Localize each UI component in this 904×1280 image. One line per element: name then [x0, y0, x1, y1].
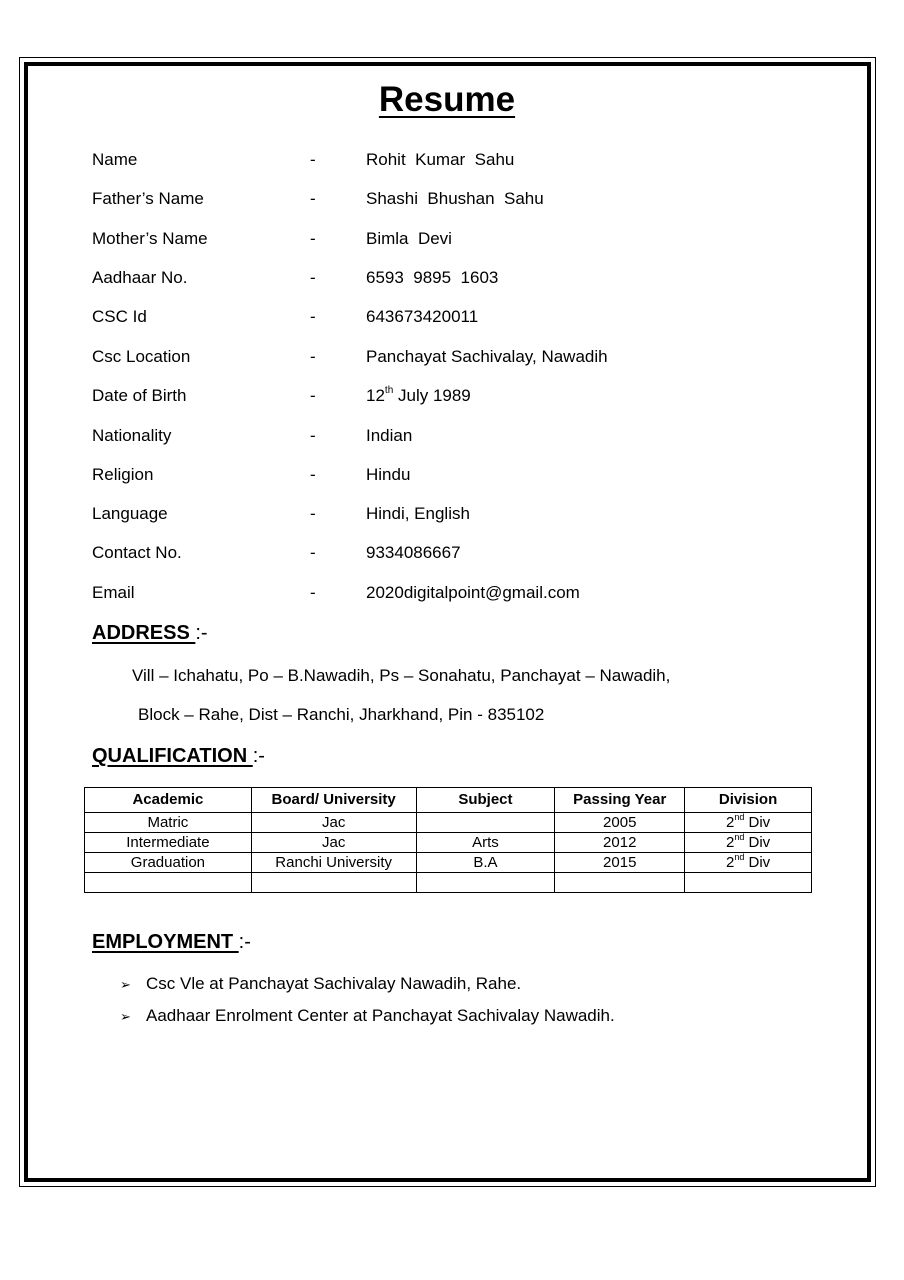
- detail-value: Panchayat Sachivalay, Nawadih: [366, 347, 608, 366]
- detail-row-name: [0, 150, 904, 174]
- division-text: Div: [744, 854, 771, 871]
- detail-value: [366, 386, 471, 406]
- detail-separator: -: [310, 307, 316, 326]
- detail-row-language: [0, 504, 904, 528]
- arrow-bullet-icon: ➢: [120, 977, 131, 992]
- dob-day-suffix: th: [384, 385, 394, 396]
- employment-item-text: Aadhaar Enrolment Center at Panchayat Sachivalay Nawadih.: [146, 1006, 615, 1025]
- detail-label: Nationality: [92, 426, 172, 445]
- detail-row-mother-name: [0, 229, 904, 253]
- cell-empty: [685, 873, 812, 893]
- detail-separator: -: [310, 189, 316, 208]
- detail-label: Father’s Name: [92, 189, 204, 208]
- cell-empty: [416, 873, 555, 893]
- qualification-table: [84, 787, 812, 893]
- detail-row-nationality: [0, 426, 904, 450]
- detail-label: Email: [92, 583, 135, 602]
- detail-row-csc-location: [0, 347, 904, 371]
- table-row-empty: [85, 873, 812, 893]
- detail-separator: -: [310, 426, 316, 445]
- detail-label: Name: [92, 150, 138, 169]
- division-number: 2: [725, 854, 735, 871]
- table-row: [85, 853, 812, 873]
- detail-value: Rohit Kumar Sahu: [366, 150, 515, 169]
- detail-value: 9334086667: [366, 543, 461, 562]
- detail-label: Language: [92, 504, 168, 523]
- cell-board: Ranchi University: [251, 853, 416, 873]
- cell-year: 2012: [555, 833, 685, 853]
- detail-separator: -: [310, 583, 316, 602]
- division-suffix: nd: [734, 832, 745, 842]
- column-header-subject: Subject: [416, 788, 555, 813]
- cell-division: [685, 833, 812, 853]
- column-header-academic: Academic: [85, 788, 252, 813]
- cell-empty: [251, 873, 416, 893]
- detail-label: Religion: [92, 465, 154, 484]
- address-heading-text: ADDRESS: [92, 622, 196, 644]
- division-suffix: nd: [734, 852, 745, 862]
- detail-value: 6593 9895 1603: [366, 268, 499, 287]
- arrow-bullet-icon: ➢: [120, 1009, 131, 1024]
- detail-label: CSC Id: [92, 307, 147, 326]
- employment-item: [120, 974, 521, 994]
- detail-separator: -: [310, 465, 316, 484]
- employment-heading: [92, 931, 251, 954]
- column-header-board: Board/ University: [251, 788, 416, 813]
- detail-separator: -: [310, 347, 316, 366]
- detail-value: Shashi Bhushan Sahu: [366, 189, 544, 208]
- employment-item-text: Csc Vle at Panchayat Sachivalay Nawadih, Rahe.: [146, 974, 522, 993]
- resume-title: Resume: [378, 80, 516, 119]
- division-number: 2: [725, 834, 735, 851]
- detail-label: Aadhaar No.: [92, 268, 188, 287]
- address-line-2: Block – Rahe, Dist – Ranchi, Jharkhand, Pin - 835102: [138, 705, 545, 724]
- cell-subject: Arts: [416, 833, 555, 853]
- cell-empty: [85, 873, 252, 893]
- detail-separator: -: [310, 150, 316, 169]
- detail-separator: -: [310, 268, 316, 287]
- detail-value: Hindu: [366, 465, 411, 484]
- table-header-row: [85, 788, 812, 813]
- table-row: [85, 813, 812, 833]
- division-number: 2: [725, 814, 735, 831]
- detail-row-csc-id: [0, 307, 904, 331]
- detail-row-religion: [0, 465, 904, 489]
- qualification-heading-suffix: :-: [252, 745, 265, 767]
- cell-year: 2015: [555, 853, 685, 873]
- cell-academic: Intermediate: [85, 833, 252, 853]
- qualification-heading: [92, 745, 265, 768]
- cell-division: [685, 813, 812, 833]
- detail-separator: -: [310, 543, 316, 562]
- detail-value: Hindi, English: [366, 504, 470, 523]
- cell-division: [685, 853, 812, 873]
- address-heading: [92, 622, 208, 645]
- column-header-division: Division: [685, 788, 812, 813]
- detail-value: 2020digitalpoint@gmail.com: [366, 583, 580, 602]
- cell-board: Jac: [251, 813, 416, 833]
- detail-value: 643673420011: [366, 307, 479, 326]
- cell-board: Jac: [251, 833, 416, 853]
- detail-label: Csc Location: [92, 347, 191, 366]
- cell-subject: [416, 813, 555, 833]
- dob-month-year: July 1989: [393, 386, 471, 405]
- detail-separator: -: [310, 504, 316, 523]
- detail-value: Bimla Devi: [366, 229, 452, 248]
- cell-academic: Matric: [85, 813, 252, 833]
- detail-label: Contact No.: [92, 543, 182, 562]
- detail-value: Indian: [366, 426, 413, 445]
- detail-row-date-of-birth: [0, 386, 904, 410]
- employment-heading-suffix: :-: [238, 931, 251, 953]
- detail-row-father-name: [0, 189, 904, 213]
- detail-row-aadhaar: [0, 268, 904, 292]
- detail-row-email: [0, 583, 904, 607]
- cell-empty: [555, 873, 685, 893]
- qualification-heading-text: QUALIFICATION: [92, 745, 253, 767]
- detail-row-contact: [0, 543, 904, 567]
- employment-heading-text: EMPLOYMENT: [92, 931, 239, 953]
- cell-subject: B.A: [416, 853, 555, 873]
- division-text: Div: [744, 814, 771, 831]
- detail-label: Date of Birth: [92, 386, 187, 405]
- division-suffix: nd: [734, 812, 745, 822]
- address-heading-suffix: :-: [195, 622, 208, 644]
- employment-item: [120, 1006, 615, 1026]
- dob-day: 12: [366, 386, 385, 405]
- division-text: Div: [744, 834, 771, 851]
- detail-separator: -: [310, 386, 316, 405]
- address-line-1: Vill – Ichahatu, Po – B.Nawadih, Ps – Sonahatu, Panchayat – Nawadih,: [132, 666, 671, 685]
- column-header-passing-year: Passing Year: [555, 788, 685, 813]
- detail-separator: -: [310, 229, 316, 248]
- detail-label: Mother’s Name: [92, 229, 208, 248]
- cell-academic: Graduation: [85, 853, 252, 873]
- cell-year: 2005: [555, 813, 685, 833]
- table-row: [85, 833, 812, 853]
